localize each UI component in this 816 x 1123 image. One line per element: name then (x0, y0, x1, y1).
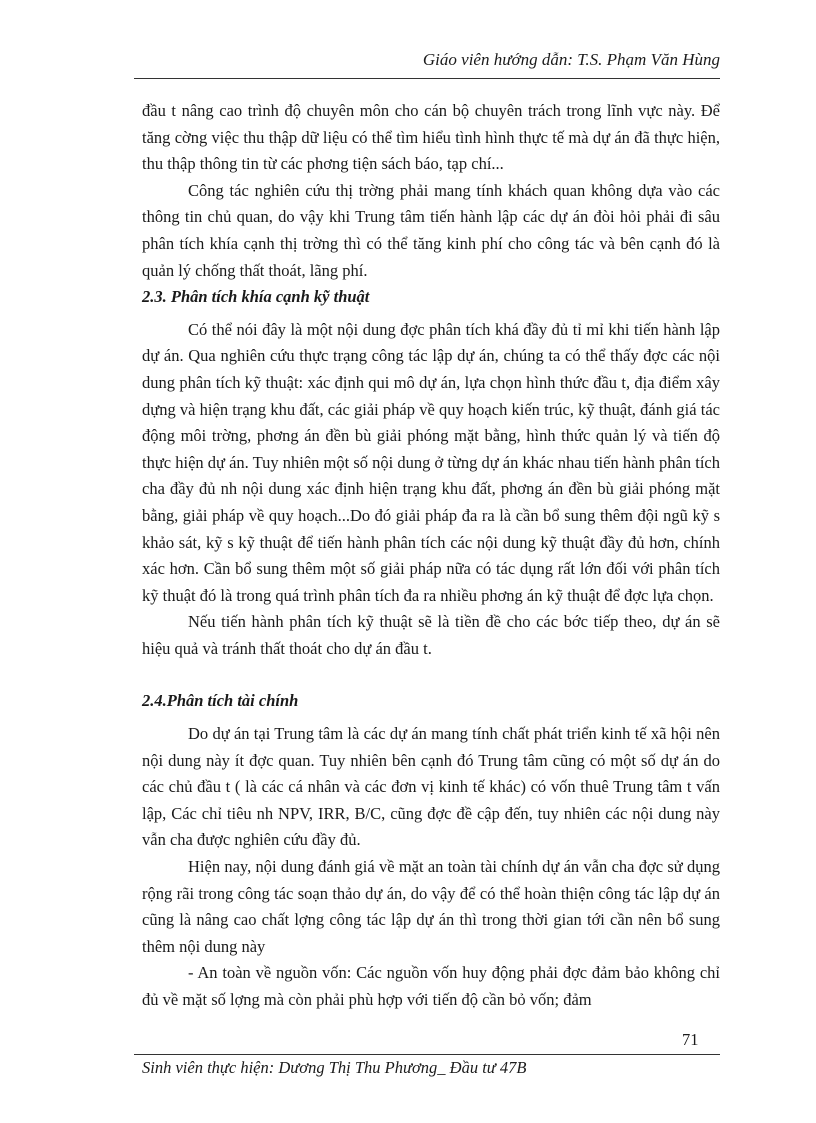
paragraph-6: Hiện nay, nội dung đánh giá về mặt an toàn tài chính dự án vẫn cha đợc sử dụng rộng rãi trong công tác soạn thảo dự án, do vậy để có thể hoàn thiện công tác lập dự án cũng là nâng cao chất lợng công tác lập dự án thì trong thời gian tới cần nên bổ sung thêm nội dung này (142, 857, 720, 956)
page-footer: Sinh viên thực hiện: Dương Thị Thu Phương_ Đầu tư 47B (142, 1058, 527, 1077)
paragraph-5: Do dự án tại Trung tâm là các dự án mang tính chất phát triển kinh tế xã hội nên nội dung này ít đợc quan. Tuy nhiên bên cạnh đó Trung tâm cũng có một số dự án do các chủ đầu t ( là các cá nhân và các đơn vị kinh tế khác) có vốn thuê Trung tâm t vấn lập, Các chỉ tiêu nh NPV, IRR, B/C, cũng đợc đề cập đến, tuy nhiên các nội dung này vẫn cha được nghiên cứu đầy đủ. (142, 724, 720, 850)
section-heading-technical: 2.3. Phân tích khía cạnh kỹ thuật (142, 287, 370, 307)
header-divider (134, 78, 720, 79)
paragraph-2: Công tác nghiên cứu thị trờng phải mang tính khách quan không dựa vào các thông tin chủ quan, do vậy khi Trung tâm tiến hành lập các dự án đòi hỏi phải đi sâu phân tích khía cạnh thị trờng thì có thể tăng kinh phí cho công tác và bên cạnh đó là quản lý chống thất thoát, lãng phí. (142, 180, 720, 280)
paragraph-3: Có thể nói đây là một nội dung đợc phân tích khá đầy đủ tỉ mỉ khi tiến hành lập dự án. Qua nghiên cứu thực trạng công tác lập dự án, chúng ta có thể thấy đợc các nội dung phân tích kỹ thuật: xác định qui mô dự án, lựa chọn hình thức đầu t, địa điểm xây dựng và hiện trạng khu đất, các giải pháp về quy hoạch kiến trúc, kỹ thuật, đánh giá tác động môi trờng, phơng án đền bù giải phóng mặt bằng, hình thức quản lý và tiến độ thực hiện dự án. Tuy nhiên một số nội dung ở từng dự án khác nhau tiến hành phân tích cha đầy đủ nh nội dung xác định hiện trạng khu đất, phơng án đền bù giải phóng mặt bằng, giải pháp về quy hoạch...Do đó giải pháp đa ra là cần bổ sung thêm đội ngũ kỹ s khảo sát, kỹ s kỹ thuật để tiến hành phân tích các nội dung kỹ thuật đầy đủ hơn, chính xác hơn. Cần bổ sung thêm một số giải pháp nữa có tác dụng rất lớn đối với phân tích kỹ thuật đó là trong quá trình phân tích đa ra nhiều phơng án kỹ thuật để đợc lựa chọn. (142, 319, 720, 605)
footer-divider (134, 1054, 720, 1055)
paragraph-4: Nếu tiến hành phân tích kỹ thuật sẽ là tiền đề cho các bớc tiếp theo, dự án sẽ hiệu quả và tránh thất thoát cho dự án đầu t. (142, 612, 720, 658)
document-body (142, 98, 720, 1014)
page-header: Giáo viên hướng dẫn: T.S. Phạm Văn Hùng (422, 50, 720, 69)
page-number: 71 (682, 1030, 699, 1049)
paragraph-7: - An toàn về nguồn vốn: Các nguồn vốn huy động phải đợc đảm bảo không chỉ đủ về mặt số lợng mà còn phải phù hợp với tiến độ cần bỏ vốn; đảm (142, 963, 720, 1009)
paragraph-1: đầu t nâng cao trình độ chuyên môn cho cán bộ chuyên trách trong lĩnh vực này. Để tăng cờng việc thu thập dữ liệu có thể tìm hiểu tình hình thực tế mà dự án đã thực hiện, thu thập thông tin từ các phơng tiện sách báo, tạp chí... (142, 101, 720, 174)
spacer (142, 662, 720, 688)
section-heading-financial: 2.4.Phân tích tài chính (142, 691, 299, 711)
